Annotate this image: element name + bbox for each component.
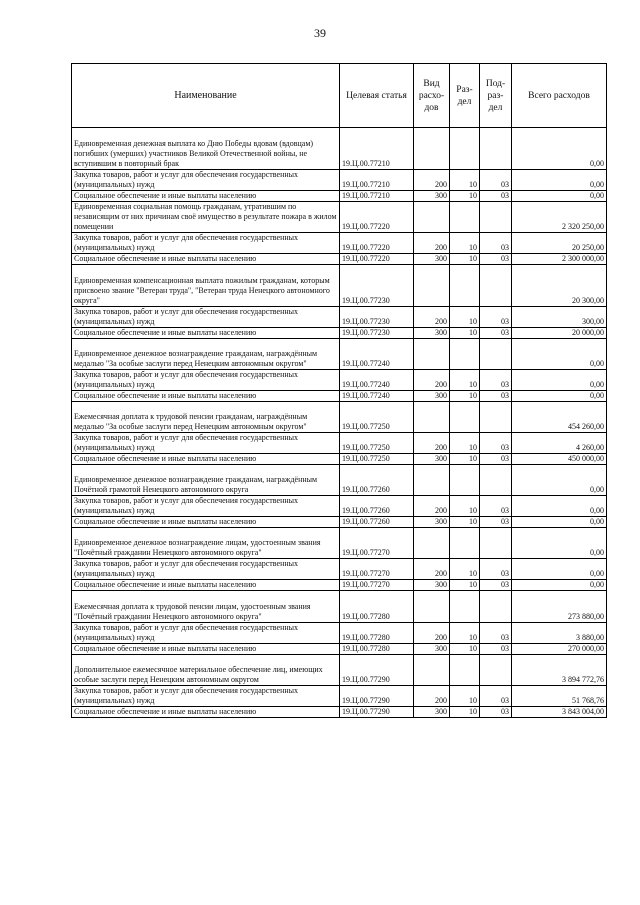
cell-section [450, 339, 480, 370]
table-row [72, 580, 607, 591]
cell-name: Закупка товаров, работ и услуг для обеспечения государственных (муниципальных) нужд [72, 433, 340, 454]
cell-total: 273 880,00 [512, 591, 607, 623]
cell-name: Ежемесячная доплата к трудовой пенсии гражданам, награждённым медалью "За особые заслуги перед Ненецким автономным округом" [72, 402, 340, 433]
cell-name: Единовременная социальная помощь гражданам, утратившим по независящим от них причинам своё имущество в результате пожара в жилом помещении [72, 202, 340, 233]
table-row [72, 623, 607, 644]
cell-name: Социальное обеспечение и иные выплаты населению [72, 191, 340, 202]
cell-type: 300 [414, 580, 450, 591]
cell-section: 10 [450, 370, 480, 391]
cell-subsection: 03 [480, 623, 512, 644]
cell-section: 10 [450, 496, 480, 517]
cell-target: 19.Ц.00.77250 [340, 402, 414, 433]
cell-section: 10 [450, 644, 480, 655]
table-row [72, 402, 607, 433]
header-total: Всего расходов [512, 64, 607, 128]
cell-name: Закупка товаров, работ и услуг для обеспечения государственных (муниципальных) нужд [72, 686, 340, 707]
cell-section: 10 [450, 707, 480, 718]
table-row [72, 559, 607, 580]
cell-section [450, 402, 480, 433]
cell-name: Социальное обеспечение и иные выплаты населению [72, 391, 340, 402]
cell-type [414, 202, 450, 233]
cell-subsection: 03 [480, 307, 512, 328]
table-row [72, 391, 607, 402]
cell-name: Закупка товаров, работ и услуг для обеспечения государственных (муниципальных) нужд [72, 623, 340, 644]
cell-type: 200 [414, 370, 450, 391]
cell-name: Дополнительное ежемесячное материальное обеспечение лиц, имеющих особые заслуги перед Ненецким автономным округом [72, 655, 340, 686]
cell-type: 200 [414, 433, 450, 454]
cell-type: 300 [414, 454, 450, 465]
cell-target: 19.Ц.00.77280 [340, 644, 414, 655]
cell-name: Социальное обеспечение и иные выплаты населению [72, 328, 340, 339]
cell-section: 10 [450, 307, 480, 328]
cell-target: 19.Ц.00.77280 [340, 623, 414, 644]
cell-section: 10 [450, 391, 480, 402]
cell-type: 200 [414, 623, 450, 644]
cell-total: 3 880,00 [512, 623, 607, 644]
cell-type [414, 528, 450, 559]
table-body [72, 128, 607, 718]
table-row [72, 339, 607, 370]
cell-target: 19.Ц.00.77290 [340, 655, 414, 686]
cell-section: 10 [450, 233, 480, 254]
table-row [72, 644, 607, 655]
table-row [72, 433, 607, 454]
cell-target: 19.Ц.00.77270 [340, 528, 414, 559]
cell-total: 270 000,00 [512, 644, 607, 655]
cell-type: 200 [414, 233, 450, 254]
cell-type [414, 265, 450, 307]
table-header-row [72, 64, 607, 128]
cell-subsection [480, 655, 512, 686]
cell-subsection [480, 591, 512, 623]
table-row [72, 591, 607, 623]
cell-section: 10 [450, 433, 480, 454]
cell-subsection [480, 265, 512, 307]
cell-target: 19.Ц.00.77210 [340, 170, 414, 191]
cell-section: 10 [450, 623, 480, 644]
table-row [72, 370, 607, 391]
table-row [72, 528, 607, 559]
cell-subsection: 03 [480, 391, 512, 402]
cell-section [450, 465, 480, 496]
cell-type: 300 [414, 254, 450, 265]
cell-section: 10 [450, 454, 480, 465]
cell-type: 200 [414, 496, 450, 517]
cell-name: Единовременное денежное вознаграждение гражданам, награждённым Почётной грамотой Ненецкого автономного округа [72, 465, 340, 496]
cell-total: 2 320 250,00 [512, 202, 607, 233]
header-name: Наименование [72, 64, 340, 128]
cell-target: 19.Ц.00.77210 [340, 128, 414, 170]
cell-target: 19.Ц.00.77220 [340, 233, 414, 254]
cell-name: Социальное обеспечение и иные выплаты населению [72, 454, 340, 465]
cell-total: 4 260,00 [512, 433, 607, 454]
cell-name: Закупка товаров, работ и услуг для обеспечения государственных (муниципальных) нужд [72, 307, 340, 328]
cell-subsection [480, 402, 512, 433]
cell-type [414, 591, 450, 623]
cell-subsection: 03 [480, 433, 512, 454]
cell-total: 0,00 [512, 528, 607, 559]
cell-total: 0,00 [512, 339, 607, 370]
cell-type: 300 [414, 644, 450, 655]
cell-name: Социальное обеспечение и иные выплаты населению [72, 254, 340, 265]
cell-section: 10 [450, 559, 480, 580]
cell-type [414, 128, 450, 170]
cell-section [450, 265, 480, 307]
cell-subsection: 03 [480, 707, 512, 718]
cell-name: Ежемесячная доплата к трудовой пенсии лицам, удостоенным звания "Почётный гражданин Ненецкого автономного округа" [72, 591, 340, 623]
cell-section: 10 [450, 191, 480, 202]
cell-subsection: 03 [480, 191, 512, 202]
budget-table [71, 63, 607, 718]
cell-subsection: 03 [480, 580, 512, 591]
cell-total: 0,00 [512, 496, 607, 517]
cell-subsection [480, 465, 512, 496]
cell-total: 0,00 [512, 391, 607, 402]
cell-target: 19.Ц.00.77270 [340, 580, 414, 591]
cell-type: 200 [414, 686, 450, 707]
cell-type [414, 339, 450, 370]
table-row [72, 191, 607, 202]
cell-total: 0,00 [512, 559, 607, 580]
cell-total: 51 768,76 [512, 686, 607, 707]
cell-section [450, 528, 480, 559]
cell-section: 10 [450, 254, 480, 265]
cell-target: 19.Ц.00.77230 [340, 307, 414, 328]
cell-target: 19.Ц.00.77270 [340, 559, 414, 580]
cell-name: Единовременная денежная выплата ко Дню Победы вдовам (вдовцам) погибших (умерших) участников Великой Отечественной войны, не вступившим в повторный брак [72, 128, 340, 170]
cell-section: 10 [450, 686, 480, 707]
table-row [72, 465, 607, 496]
cell-name: Закупка товаров, работ и услуг для обеспечения государственных (муниципальных) нужд [72, 496, 340, 517]
cell-name: Единовременное денежное вознаграждение гражданам, награждённым медалью "За особые заслуги перед Ненецким автономным округом" [72, 339, 340, 370]
table-row [72, 265, 607, 307]
cell-target: 19.Ц.00.77210 [340, 191, 414, 202]
cell-subsection: 03 [480, 559, 512, 580]
table-row [72, 517, 607, 528]
cell-type: 200 [414, 559, 450, 580]
cell-subsection: 03 [480, 644, 512, 655]
cell-name: Закупка товаров, работ и услуг для обеспечения государственных (муниципальных) нужд [72, 370, 340, 391]
table-row [72, 328, 607, 339]
cell-target: 19.Ц.00.77240 [340, 391, 414, 402]
table-row [72, 655, 607, 686]
cell-target: 19.Ц.00.77260 [340, 496, 414, 517]
cell-subsection: 03 [480, 370, 512, 391]
cell-type: 200 [414, 307, 450, 328]
cell-type [414, 465, 450, 496]
header-type: Вид расхо-дов [414, 64, 450, 128]
cell-total: 0,00 [512, 517, 607, 528]
cell-section [450, 202, 480, 233]
cell-type [414, 655, 450, 686]
cell-name: Закупка товаров, работ и услуг для обеспечения государственных (муниципальных) нужд [72, 233, 340, 254]
cell-target: 19.Ц.00.77290 [340, 707, 414, 718]
table-row [72, 202, 607, 233]
cell-target: 19.Ц.00.77260 [340, 517, 414, 528]
cell-target: 19.Ц.00.77240 [340, 339, 414, 370]
cell-subsection: 03 [480, 454, 512, 465]
cell-name: Социальное обеспечение и иные выплаты населению [72, 517, 340, 528]
cell-total: 0,00 [512, 170, 607, 191]
cell-target: 19.Ц.00.77220 [340, 202, 414, 233]
cell-total: 0,00 [512, 191, 607, 202]
cell-total: 450 000,00 [512, 454, 607, 465]
table-row [72, 233, 607, 254]
cell-total: 300,00 [512, 307, 607, 328]
cell-target: 19.Ц.00.77290 [340, 686, 414, 707]
cell-section [450, 655, 480, 686]
cell-type: 300 [414, 191, 450, 202]
header-subsection: Под-раз-дел [480, 64, 512, 128]
cell-section: 10 [450, 328, 480, 339]
cell-target: 19.Ц.00.77220 [340, 254, 414, 265]
table-row [72, 254, 607, 265]
cell-subsection: 03 [480, 328, 512, 339]
cell-subsection [480, 202, 512, 233]
cell-subsection: 03 [480, 170, 512, 191]
cell-total: 2 300 000,00 [512, 254, 607, 265]
cell-subsection: 03 [480, 254, 512, 265]
cell-type: 300 [414, 391, 450, 402]
cell-section [450, 591, 480, 623]
cell-name: Единовременная компенсационная выплата пожилым гражданам, которым присвоено звание "Ветеран труда", "Ветеран труда Ненецкого автономного округа" [72, 265, 340, 307]
cell-name: Единовременное денежное вознаграждение лицам, удостоенным звания "Почётный гражданин Ненецкого автономного округа" [72, 528, 340, 559]
cell-subsection: 03 [480, 517, 512, 528]
cell-name: Социальное обеспечение и иные выплаты населению [72, 580, 340, 591]
cell-total: 20 300,00 [512, 265, 607, 307]
cell-total: 0,00 [512, 370, 607, 391]
table-row [72, 307, 607, 328]
cell-total: 3 894 772,76 [512, 655, 607, 686]
cell-subsection: 03 [480, 496, 512, 517]
cell-subsection [480, 128, 512, 170]
cell-total: 454 260,00 [512, 402, 607, 433]
table-row [72, 454, 607, 465]
cell-section: 10 [450, 170, 480, 191]
cell-total: 20 250,00 [512, 233, 607, 254]
table-row [72, 496, 607, 517]
cell-type: 300 [414, 328, 450, 339]
header-section: Раз-дел [450, 64, 480, 128]
cell-name: Социальное обеспечение и иные выплаты населению [72, 644, 340, 655]
cell-section: 10 [450, 580, 480, 591]
table-row [72, 707, 607, 718]
cell-name: Закупка товаров, работ и услуг для обеспечения государственных (муниципальных) нужд [72, 170, 340, 191]
cell-subsection [480, 528, 512, 559]
table-row [72, 128, 607, 170]
cell-name: Социальное обеспечение и иные выплаты населению [72, 707, 340, 718]
cell-type: 200 [414, 170, 450, 191]
header-target: Целевая статья [340, 64, 414, 128]
cell-section [450, 128, 480, 170]
cell-target: 19.Ц.00.77230 [340, 328, 414, 339]
cell-total: 20 000,00 [512, 328, 607, 339]
cell-target: 19.Ц.00.77280 [340, 591, 414, 623]
cell-target: 19.Ц.00.77250 [340, 433, 414, 454]
cell-target: 19.Ц.00.77230 [340, 265, 414, 307]
cell-name: Закупка товаров, работ и услуг для обеспечения государственных (муниципальных) нужд [72, 559, 340, 580]
table-row [72, 686, 607, 707]
cell-subsection: 03 [480, 686, 512, 707]
cell-target: 19.Ц.00.77240 [340, 370, 414, 391]
cell-type [414, 402, 450, 433]
cell-type: 300 [414, 707, 450, 718]
cell-subsection: 03 [480, 233, 512, 254]
cell-subsection [480, 339, 512, 370]
cell-total: 0,00 [512, 128, 607, 170]
cell-target: 19.Ц.00.77260 [340, 465, 414, 496]
cell-section: 10 [450, 517, 480, 528]
cell-type: 300 [414, 517, 450, 528]
cell-total: 0,00 [512, 580, 607, 591]
cell-total: 3 843 004,00 [512, 707, 607, 718]
table-row [72, 170, 607, 191]
cell-target: 19.Ц.00.77250 [340, 454, 414, 465]
cell-total: 0,00 [512, 465, 607, 496]
page-number: 39 [314, 26, 326, 40]
